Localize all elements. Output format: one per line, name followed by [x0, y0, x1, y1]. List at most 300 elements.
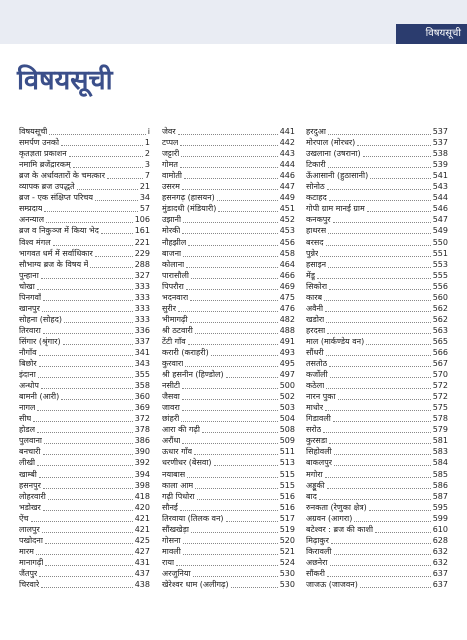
toc-entry-page: 333 [134, 281, 150, 291]
dot-leader [39, 366, 133, 367]
toc-entry-page: 449 [279, 193, 295, 203]
toc-entry [306, 126, 448, 137]
dot-leader [44, 211, 137, 212]
toc-entry-page: 21 [139, 182, 150, 192]
toc-entry-page: 521 [279, 546, 295, 556]
toc-entry-label: बामनी (आरी) [19, 392, 60, 402]
toc-entry-label: हाथरस [306, 226, 327, 236]
toc-entry-page: 333 [134, 292, 150, 302]
dot-leader [326, 355, 431, 356]
toc-entry-page: 579 [432, 425, 448, 435]
dot-leader [107, 178, 143, 179]
toc-entry-label: सौंधरी [306, 347, 324, 357]
toc-entry-label: होडल [19, 425, 36, 435]
dot-leader [202, 432, 278, 433]
dot-leader [53, 245, 133, 246]
dot-leader [33, 421, 133, 422]
toc-entry-label: पारासौली [162, 270, 189, 280]
dot-leader [39, 477, 133, 478]
toc-entry [306, 413, 448, 424]
toc-entry-label: वामोती [162, 171, 183, 181]
toc-entry-label: अन्धोप [19, 381, 39, 391]
toc-entry-page: 390 [134, 447, 150, 457]
toc-entry-page: 500 [279, 381, 295, 391]
toc-entry-page: 453 [279, 226, 295, 236]
toc-entry [306, 325, 448, 336]
toc-entry-page: 456 [279, 237, 295, 247]
toc-entry-label: मोरकी [162, 226, 181, 236]
dot-leader [41, 388, 133, 389]
page-title: विषयसूची [17, 65, 113, 96]
toc-entry [306, 435, 448, 446]
toc-entry-label: उखलाना (उषराना) [306, 149, 361, 159]
toc-entry-label: कुरसडा [306, 436, 328, 446]
toc-entry [306, 181, 448, 192]
toc-entry [19, 402, 150, 413]
toc-entry-label: विषयसूची [19, 127, 48, 137]
dot-leader [37, 465, 133, 466]
dot-leader [178, 134, 278, 135]
toc-entry [162, 402, 295, 413]
dot-leader [366, 344, 431, 345]
toc-entry-page: 537 [432, 138, 448, 148]
toc-entry [19, 259, 150, 270]
toc-entry-label: बाद [306, 491, 317, 501]
dot-leader [370, 178, 431, 179]
toc-entry-page: 1 [144, 138, 150, 148]
dot-leader [183, 554, 278, 555]
dot-leader [334, 465, 431, 466]
dot-leader [182, 399, 278, 400]
dot-leader [327, 488, 431, 489]
toc-entry [306, 457, 448, 468]
toc-entry-page: 442 [279, 138, 295, 148]
toc-entry-page: 34 [139, 193, 150, 203]
toc-entry [19, 325, 150, 336]
toc-entry-page: 530 [279, 568, 295, 578]
toc-entry-page: 504 [279, 414, 295, 424]
toc-entry-page: 469 [279, 281, 295, 291]
toc-entry [162, 535, 295, 546]
toc-entry-label: जावरा [162, 403, 180, 413]
toc-entry [19, 314, 150, 325]
toc-entry [306, 502, 448, 513]
toc-entry [306, 380, 448, 391]
toc-entry [306, 347, 448, 358]
toc-entry-label: पुलवाना [19, 436, 42, 446]
toc-entry-label: मावली [162, 546, 181, 556]
toc-entry [19, 303, 150, 314]
dot-leader [73, 167, 143, 168]
toc-entry-label: ऊधार गाँव [162, 447, 193, 457]
dot-leader [191, 532, 278, 533]
toc-entry [19, 380, 150, 391]
toc-entry [162, 513, 295, 524]
toc-entry-page: 420 [134, 502, 150, 512]
toc-entry-label: जाजऊ (जाजवन) [306, 579, 358, 589]
toc-entry [19, 446, 150, 457]
dot-leader [180, 510, 278, 511]
toc-entry-label: पुन्नेर [306, 248, 319, 258]
toc-entry-page: 547 [432, 215, 448, 225]
toc-entry-page: 585 [432, 469, 448, 479]
dot-leader [49, 134, 145, 135]
toc-entry [19, 468, 150, 479]
toc-entry [306, 170, 448, 181]
toc-entry-page: 288 [134, 259, 150, 269]
toc-entry-page: 229 [134, 248, 150, 258]
toc-entry-page: 572 [432, 381, 448, 391]
toc-entry-label: ऊँआसानी (हुठासानी) [306, 171, 369, 181]
toc-entry [162, 192, 295, 203]
toc-entry [19, 391, 150, 402]
toc-entry-label: बाकलपुर [306, 458, 333, 468]
toc-entry [19, 524, 150, 535]
dot-leader [194, 454, 278, 455]
toc-entry [162, 292, 295, 303]
toc-entry-label: सौनई [162, 502, 178, 512]
dot-leader [323, 432, 430, 433]
toc-entry-page: 106 [134, 215, 150, 225]
toc-entry-label: ब्रज के अर्धावतारों के चमत्कार [19, 171, 106, 181]
toc-entry [19, 214, 150, 225]
dot-leader [369, 510, 431, 511]
toc-entry-label: गोपी ग्राम मानई ग्राम [306, 204, 365, 214]
dot-leader [354, 521, 430, 522]
toc-entry-page: 556 [432, 281, 448, 291]
toc-entry [162, 457, 295, 468]
toc-entry-page: 538 [432, 149, 448, 159]
toc-entry-page: 425 [134, 535, 150, 545]
toc-entry-label: हसाइन [306, 259, 327, 269]
toc-entry-page: 431 [134, 557, 150, 567]
toc-entry-page: 628 [432, 535, 448, 545]
dot-leader [181, 156, 277, 157]
toc-entry-page: 578 [432, 414, 448, 424]
toc-entry-label: बाजना [162, 248, 182, 258]
toc-entry-page: 553 [432, 259, 448, 269]
toc-entry [306, 535, 448, 546]
dot-leader [186, 267, 277, 268]
toc-column-1 [19, 126, 150, 590]
dot-leader [357, 145, 430, 146]
toc-entry [306, 546, 448, 557]
dot-leader [48, 499, 133, 500]
dot-leader [329, 289, 431, 290]
dot-leader [31, 521, 133, 522]
toc-entry [162, 568, 295, 579]
toc-entry [306, 203, 448, 214]
toc-entry-label: टिकारी [306, 160, 326, 170]
toc-entry-page: 452 [279, 215, 295, 225]
toc-entry-label: गिडावली [306, 414, 331, 424]
toc-entry-page: 337 [134, 336, 150, 346]
dot-leader [63, 344, 133, 345]
dot-leader [331, 543, 431, 544]
dot-leader [42, 311, 133, 312]
dot-leader [178, 311, 278, 312]
toc-entry [162, 347, 295, 358]
dot-leader [191, 278, 278, 279]
toc-entry-page: 575 [432, 403, 448, 413]
toc-entry-label: आरा की गढ़ी [162, 425, 200, 435]
toc-entry-label: नमामि ब्रजेंद्रारकम् [19, 160, 71, 170]
toc-entry-label: भीमागढ़ी [162, 314, 188, 324]
toc-entry-label: अग्रवन (आगरा) [306, 513, 353, 523]
dot-leader [338, 399, 431, 400]
toc-entry [162, 148, 295, 159]
toc-entry-label: मेंडू [306, 270, 316, 280]
dot-leader [101, 233, 133, 234]
dot-leader [326, 245, 431, 246]
dot-leader [37, 289, 133, 290]
toc-entry-label: ब्रज व निकुञ्ज में किया भेद [19, 226, 99, 236]
dot-leader [330, 565, 431, 566]
toc-entry [306, 137, 448, 148]
dot-leader [187, 477, 278, 478]
dot-leader [329, 200, 431, 201]
toc-entry-page: 482 [279, 314, 295, 324]
dot-leader [182, 443, 277, 444]
toc-entry-label: व्यापक ब्रज उपद्धते [19, 182, 75, 192]
toc-entry-label: मिढ़ाकुर [306, 535, 329, 545]
toc-entry-label: कनकपुर [306, 215, 331, 225]
toc-entry-label: ऐंच [19, 513, 29, 523]
toc-entry-page: 637 [432, 568, 448, 578]
toc-entry [19, 435, 150, 446]
toc-entry-page: 516 [279, 491, 295, 501]
dot-leader [326, 388, 430, 389]
toc-entry-label: टप्पल [162, 138, 179, 148]
toc-entry-page: 565 [432, 336, 448, 346]
toc-entry [306, 424, 448, 435]
toc-entry [162, 358, 295, 369]
toc-entry [19, 413, 150, 424]
toc-entry [162, 314, 295, 325]
toc-entry-page: 562 [432, 303, 448, 313]
toc-entry [162, 524, 295, 535]
toc-entry-label: कर्जोली [306, 370, 328, 380]
toc-entry-page: 355 [134, 370, 150, 380]
toc-entry-page: 551 [432, 248, 448, 258]
toc-entry-page: 441 [279, 127, 295, 137]
toc-entry-label: अछनेरा [306, 557, 328, 567]
dot-leader [193, 576, 278, 577]
toc-entry [19, 270, 150, 281]
toc-entry [306, 236, 448, 247]
dot-leader [327, 576, 431, 577]
toc-entry [162, 214, 295, 225]
toc-entry [162, 446, 295, 457]
toc-entry-label: जैसवा [162, 392, 180, 402]
toc-entry [306, 192, 448, 203]
toc-entry-label: कोलाना [162, 259, 185, 269]
dot-leader [43, 454, 133, 455]
toc-entry-page: 524 [279, 557, 295, 567]
toc-entry [162, 170, 295, 181]
toc-entry-page: i [147, 127, 150, 137]
dot-leader [190, 322, 278, 323]
dot-leader [188, 245, 277, 246]
toc-entry [162, 281, 295, 292]
toc-entry-label: भागवत धर्म में सर्वाधिकार [19, 248, 93, 258]
dot-leader [182, 189, 278, 190]
toc-entry-page: 437 [134, 568, 150, 578]
toc-entry [162, 126, 295, 137]
dot-leader [43, 333, 133, 334]
toc-entry [19, 579, 150, 590]
dot-leader [42, 532, 133, 533]
toc-entry-label: करारी (कराहरी) [162, 347, 209, 357]
toc-entry-page: 444 [279, 160, 295, 170]
dot-leader [218, 211, 277, 212]
dot-leader [188, 344, 278, 345]
toc-entry-label: चिरवारे [19, 579, 40, 589]
toc-entry [162, 369, 295, 380]
toc-entry [162, 325, 295, 336]
dot-leader [328, 233, 431, 234]
toc-entry-label: बरसद [306, 237, 324, 247]
toc-entry-page: 546 [432, 204, 448, 214]
dot-leader [185, 366, 277, 367]
dot-leader [180, 167, 278, 168]
toc-entry-page: 550 [432, 237, 448, 247]
toc-entry-page: 493 [279, 347, 295, 357]
toc-entry-label: तसतोठ [306, 359, 328, 369]
toc-entry-page: 515 [279, 480, 295, 490]
toc-entry-label: मगोरा [306, 469, 323, 479]
toc-entry-label: सिकोरा [306, 281, 328, 291]
dot-leader [360, 587, 431, 588]
toc-entry-page: 567 [432, 359, 448, 369]
dot-leader [43, 300, 133, 301]
dot-leader [330, 377, 431, 378]
toc-entry-page: 632 [432, 557, 448, 567]
toc-entry-label: खाम्बी [19, 469, 37, 479]
toc-entry-page: 586 [432, 480, 448, 490]
dot-leader [326, 322, 430, 323]
dot-leader [61, 145, 143, 146]
toc-entry [162, 424, 295, 435]
toc-entry-label: अड्डूकी [306, 480, 325, 490]
dot-leader [64, 322, 133, 323]
toc-entry-label: श्री हसनीन (हिण्डोल) [162, 370, 224, 380]
toc-entry [306, 214, 448, 225]
toc-entry-page: 566 [432, 347, 448, 357]
dot-leader [176, 565, 278, 566]
toc-entry [306, 270, 448, 281]
toc-entry [306, 314, 448, 325]
toc-entry-label: समर्पण उनको [19, 138, 60, 148]
toc-entry-page: 560 [432, 292, 448, 302]
toc-entry-page: 632 [432, 546, 448, 556]
dot-leader [182, 233, 277, 234]
toc-entry [306, 568, 448, 579]
toc-entry-label: इंदाना [19, 370, 36, 380]
toc-entry-page: 3 [144, 160, 150, 170]
dot-leader [44, 443, 133, 444]
toc-entry [19, 225, 150, 236]
toc-entry-page: 516 [279, 502, 295, 512]
toc-entry [19, 568, 150, 579]
toc-column-2 [162, 126, 295, 590]
toc-entry-label: उझानी [162, 215, 182, 225]
toc-entry-page: 491 [279, 336, 295, 346]
toc-entry-label: कटाहद [306, 193, 327, 203]
toc-entry-page: 343 [134, 359, 150, 369]
toc-entry-label: पखोदना [19, 535, 43, 545]
dot-leader [195, 333, 278, 334]
dot-leader [197, 499, 278, 500]
toc-entry-page: 497 [279, 370, 295, 380]
dot-leader [41, 587, 133, 588]
toc-entry-label: उसरम [162, 182, 180, 192]
toc-entry [19, 347, 150, 358]
toc-entry [19, 557, 150, 568]
toc-entry [162, 203, 295, 214]
toc-entry-page: 369 [134, 403, 150, 413]
dot-leader [77, 189, 138, 190]
toc-entry-page: 509 [279, 436, 295, 446]
toc-entry-label: नागल [19, 403, 36, 413]
toc-entry-page: 327 [134, 270, 150, 280]
toc-entry-label: खानपुर [19, 303, 40, 313]
toc-entry [162, 270, 295, 281]
toc-entry [162, 248, 295, 259]
toc-entry-page: 519 [279, 524, 295, 534]
dot-leader [327, 189, 431, 190]
toc-entry-label: किरावली [306, 546, 332, 556]
toc-entry [306, 557, 448, 568]
toc-entry-label: सौंकरी [306, 568, 325, 578]
toc-entry-label: नौहझील [162, 237, 187, 247]
dot-leader [327, 333, 430, 334]
toc-entry [306, 491, 448, 502]
toc-entry-label: जट्टारी [162, 149, 180, 159]
dot-leader [90, 267, 132, 268]
toc-entry-page: 392 [134, 458, 150, 468]
toc-entry-page: 517 [279, 513, 295, 523]
toc-entry-label: सोनोठ [306, 182, 325, 192]
toc-entry-label: अवैनी [306, 303, 324, 313]
toc-entry [162, 225, 295, 236]
toc-entry [306, 369, 448, 380]
toc-entry-label: विश्व मंगल [19, 237, 51, 247]
toc-entry [162, 435, 295, 446]
toc-entry [19, 148, 150, 159]
toc-entry [306, 281, 448, 292]
toc-entry [162, 303, 295, 314]
toc-entry-label: तिरवाया (तिलक वन) [162, 513, 224, 523]
toc-entry-page: 541 [432, 171, 448, 181]
toc-entry-page: 475 [279, 292, 295, 302]
dot-leader [61, 399, 132, 400]
toc-entry-label: मुंडादधी (मंडियारी) [162, 204, 217, 214]
toc-entry-page: 341 [134, 347, 150, 357]
dot-leader [180, 145, 277, 146]
toc-entry-page: 421 [134, 524, 150, 534]
toc-entry-label: रुनकता (रेणुका क्षेत्र) [306, 502, 367, 512]
dot-leader [37, 410, 132, 411]
toc-entry [19, 424, 150, 435]
toc-entry-page: 595 [432, 502, 448, 512]
dot-leader [329, 366, 430, 367]
dot-leader [43, 488, 133, 489]
toc-entry [19, 126, 150, 137]
toc-entry [306, 391, 448, 402]
toc-entry [162, 181, 295, 192]
toc-entry-page: 466 [279, 270, 295, 280]
